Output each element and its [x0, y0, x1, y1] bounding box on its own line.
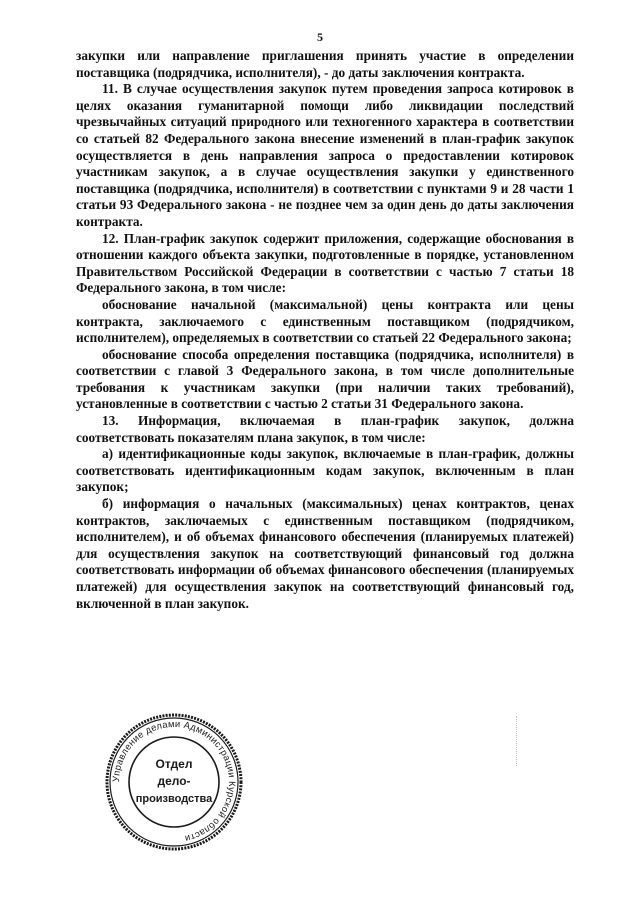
page-number: 5: [317, 30, 323, 44]
department-stamp: [104, 712, 244, 852]
stamp-inner-line-3: производства: [135, 793, 213, 805]
paragraph-subitem-b: б) информация о начальных (максимальных) ценах контрактов, ценах контрактов, заключаемых с единственным поставщиком (подрядчиком, исполнителем), и об объемах финансового обеспечения (планируемых платежей) для осуществления закупок на соответствующий финансовый год должна соответствовать информации об объемах финансового обеспечения (планируемых платежей) для осуществления закупок на соответствующий финансовый год, включенной в план закупок.: [76, 496, 574, 611]
stamp-ring-text: Управление делами Администрации Курской области: [109, 717, 239, 845]
margin-scan-mark: [516, 716, 518, 766]
paragraph-subitem-a: а) идентификационные коды закупок, включаемые в план-график, должны соответствовать идентификационным кодам закупок, включенным в план закупок;: [76, 446, 574, 495]
paragraph-price-justification: обоснование начальной (максимальной) цены контракта или цены контракта, заключаемого с единственным поставщиком (подрядчиком, исполнителем), определяемых в соответствии со статьей 22 Федерального закона;: [76, 296, 574, 346]
document-body: [76, 48, 574, 612]
stamp-inner-line-1: Отдел: [155, 757, 193, 771]
paragraph-continuation: закупки или направление приглашения принять участие в определении поставщика (подрядчика, исполнителя), - до даты заключения контракта.: [76, 48, 574, 80]
stamp-inner-line-2: дело-: [157, 774, 191, 788]
paragraph-item-11: 11. В случае осуществления закупок путем проведения запроса котировок в целях оказания гуманитарной помощи либо ликвидации последствий чрезвычайных ситуаций природного или техногенного характера в соответствии со статьей 82 Федерального закона внесение изменений в план-график закупок осуществляется в день направления запроса о предоставлении котировок участникам закупок, а в случае осуществления закупки у единственного поставщика (подрядчика, исполнителя) в соответствии с пунктами 9 и 28 части 1 статьи 93 Федерального закона - не позднее чем за один день до даты заключения контракта.: [76, 81, 574, 229]
paragraph-item-13: 13. Информация, включаемая в план-график закупок, должна соответствовать показателям плана закупок, в том числе:: [76, 413, 574, 445]
paragraph-item-12: 12. План-график закупок содержит приложения, содержащие обоснования в отношении каждого объекта закупки, подготовленные в порядке, установленном Правительством Российской Федерации в соответствии с частью 7 статьи 18 Федерального закона, в том числе:: [76, 230, 574, 296]
paragraph-method-justification: обоснование способа определения поставщика (подрядчика, исполнителя) в соответствии с главой 3 Федерального закона, в том числе дополнительные требования к участникам закупки (при наличии таких требований), установленные в соответствии с частью 2 статьи 31 Федерального закона.: [76, 346, 574, 412]
